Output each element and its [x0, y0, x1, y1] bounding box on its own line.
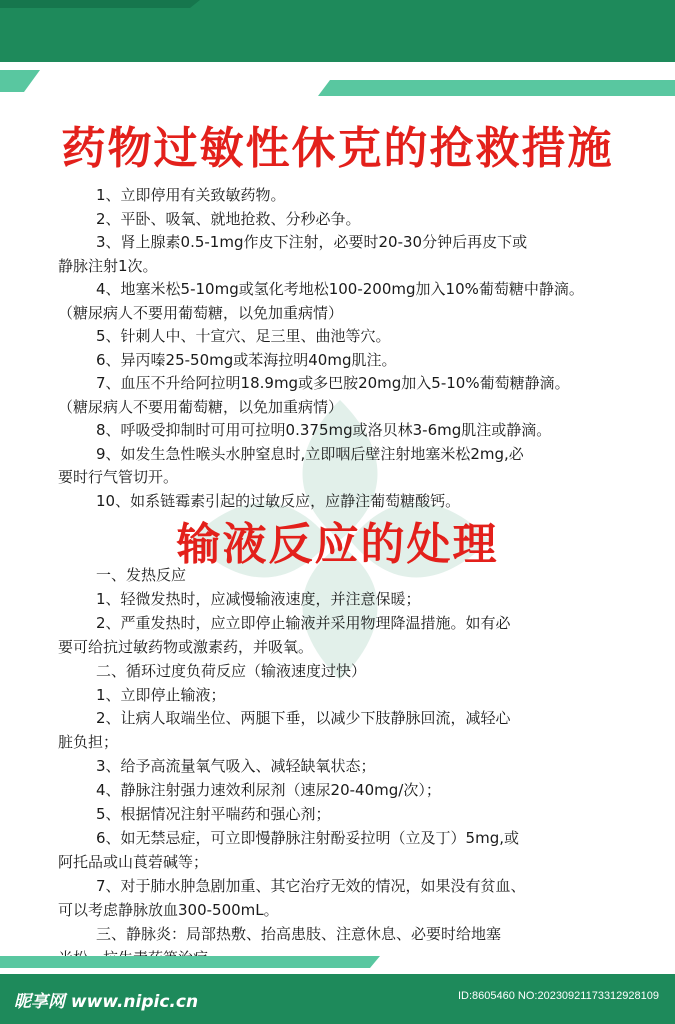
- handling-item: 4、静脉注射强力速效利尿剂（速尿20-40mg/次）；: [96, 781, 441, 800]
- image-id-text: ID:8605460 NO:20230921173312928109: [457, 990, 659, 1002]
- infusion-reaction-handling: [58, 564, 628, 970]
- section-heading: 二、循环过度负荷反应（输液速度过快）: [96, 661, 367, 680]
- handling-item: 2、让病人取端坐位、两腿下垂，以减少下肢静脉回流，减轻心: [96, 709, 511, 728]
- measure-item: 9、如发生急性喉头水肿窒息时,立即咽后壁注射地塞米松2mg,必: [96, 444, 524, 463]
- measure-note: （糖尿病人不要用葡萄糖，以免加重病情）: [58, 303, 344, 322]
- anaphylaxis-measures: [58, 184, 628, 513]
- measure-item: 8、呼吸受抑制时可用可拉明0.375mg或洛贝林3-6mg肌注或静滴。: [96, 421, 552, 439]
- handling-item: 2、严重发热时，应立即停止输液并采用物理降温措施。如有必: [96, 613, 511, 632]
- measure-item: 6、异丙嗪25-50mg或苯海拉明40mg肌注。: [96, 350, 397, 369]
- section-heading: 三、静脉炎：局部热敷、抬高患肢、注意休息、必要时给地塞: [96, 924, 502, 943]
- top-decorative-band: [0, 0, 675, 100]
- handling-item-continuation: 阿托品或山莨菪碱等；: [58, 852, 209, 871]
- measure-item-continuation: 要时行气管切开。: [58, 468, 179, 486]
- measure-item: 4、地塞米松5-10mg或氢化考地松100-200mg加入10%葡萄糖中静滴。: [96, 280, 584, 298]
- section-title: 输液反应的处理: [176, 519, 499, 570]
- handling-item-continuation: 要可给抗过敏药物或激素药，并吸氧。: [58, 637, 314, 656]
- handling-item: 7、对于肺水肿急剧加重、其它治疗无效的情况，如果没有贫血、: [96, 876, 526, 895]
- handling-item-continuation: 脏负担；: [58, 733, 119, 752]
- measure-item: 3、肾上腺素0.5-1mg作皮下注射，必要时20-30分钟后再皮下或: [96, 233, 528, 251]
- section-heading: 一、发热反应: [96, 566, 187, 584]
- measure-item: 1、立即停用有关致敏药物。: [96, 186, 286, 204]
- measure-item: 7、血压不升给阿拉明18.9mg或多巴胺20mg加入5-10%葡萄糖静滴。: [96, 374, 570, 392]
- site-watermark-logo: 昵享网 www.nipic.cn: [14, 992, 199, 1012]
- handling-item: 3、给予高流量氧气吸入、减轻缺氧状态；: [96, 757, 376, 776]
- measure-note: （糖尿病人不要用葡萄糖，以免加重病情）: [58, 397, 344, 416]
- page-title: 药物过敏性休克的抢救措施: [61, 123, 614, 174]
- measure-item: 2、平卧、吸氧、就地抢救、分秒必争。: [96, 209, 361, 228]
- handling-item: 5、根据情况注射平喘药和强心剂；: [96, 805, 331, 824]
- handling-item-continuation: 可以考虑静脉放血300-500mL。: [58, 900, 279, 919]
- handling-item: 1、轻微发热时，应减慢输液速度，并注意保暖；: [96, 589, 421, 608]
- handling-item: 1、立即停止输液；: [96, 685, 226, 704]
- handling-item: 6、如无禁忌症，可立即慢静脉注射酚妥拉明（立及丁）5mg,或: [96, 828, 519, 847]
- measure-item: 10、如系链霉素引起的过敏反应，应静注葡萄糖酸钙。: [96, 491, 461, 510]
- measure-item-continuation: 静脉注射1次。: [58, 256, 158, 275]
- measure-item: 5、针刺人中、十宣穴、足三里、曲池等穴。: [96, 327, 391, 345]
